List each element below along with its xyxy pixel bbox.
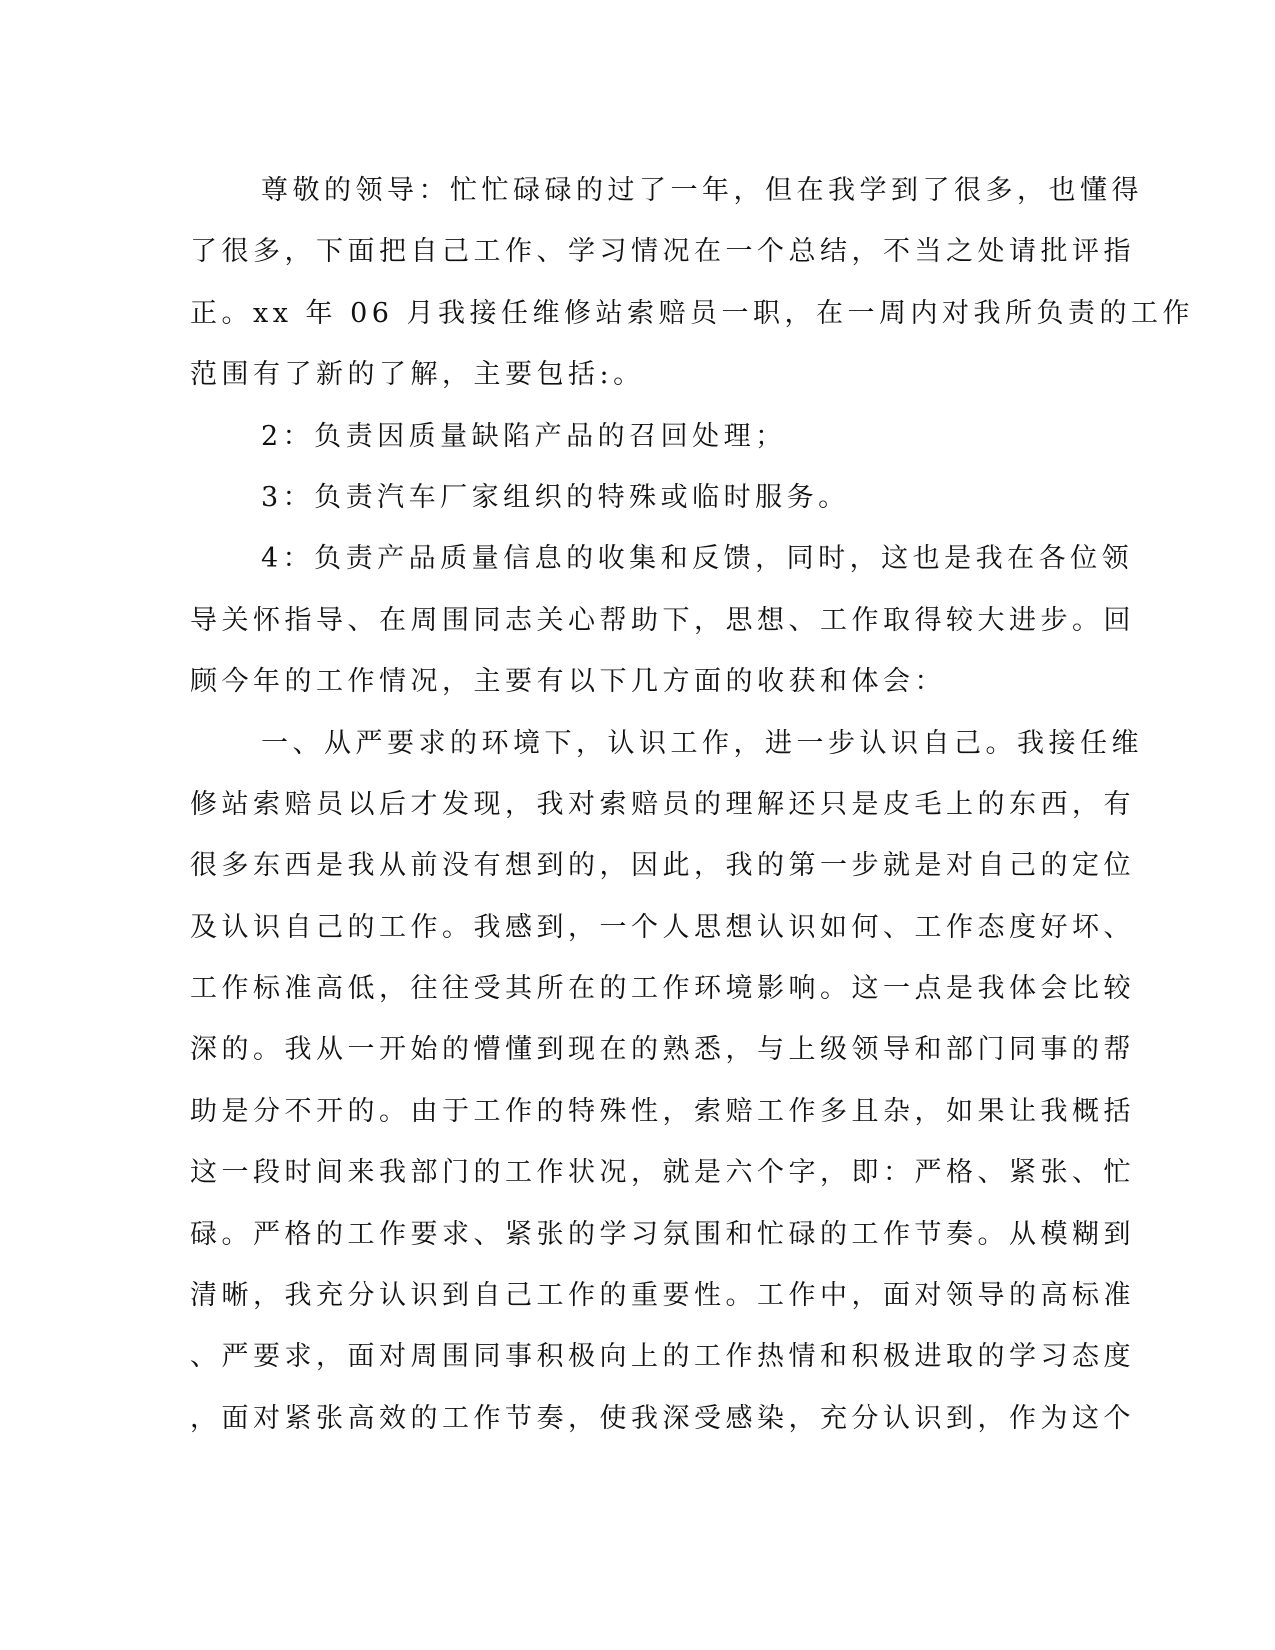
text-line: 导关怀指导、在周围同志关心帮助下，思想、工作取得较大进步。回 — [190, 604, 1135, 636]
text-line: 尊敬的领导：忙忙碌碌的过了一年，但在我学到了很多，也懂得 — [261, 175, 1143, 206]
text-line: 正。xx 年 06 月我接任维修站索赔员一职，在一周内对我所负责的工作 — [190, 297, 1195, 329]
text-line: 碌。严格的工作要求、紧张的学习氛围和忙碌的工作节奏。从模糊到 — [190, 1218, 1135, 1250]
text-line: ，面对紧张高效的工作节奏，使我深受感染，充分认识到，作为这个 — [190, 1402, 1135, 1434]
text-line: 范围有了新的了解，主要包括:。 — [190, 359, 645, 391]
text-line: 及认识自己的工作。我感到，一个人思想认识如何、工作态度好坏、 — [190, 911, 1135, 943]
text-line: 助是分不开的。由于工作的特殊性，索赔工作多且杂，如果让我概括 — [190, 1095, 1135, 1127]
text-line: 2：负责因质量缺陷产品的召回处理； — [261, 420, 787, 452]
text-line: 清晰，我充分认识到自己工作的重要性。工作中，面对领导的高标准 — [190, 1280, 1135, 1312]
text-line: 3：负责汽车厂家组织的特殊或临时服务。 — [261, 481, 850, 513]
text-line: 修站索赔员以后才发现，我对索赔员的理解还只是皮毛上的东西，有 — [190, 788, 1135, 820]
text-line: 4：负责产品质量信息的收集和反馈，同时，这也是我在各位领 — [261, 543, 1134, 575]
text-line: 深的。我从一开始的懵懂到现在的熟悉，与上级领导和部门同事的帮 — [190, 1034, 1135, 1066]
text-line: 这一段时间来我部门的工作状况，就是六个字，即：严格、紧张、忙 — [190, 1157, 1135, 1189]
document-body — [190, 160, 1195, 1449]
text-line: 工作标准高低，往往受其所在的工作环境影响。这一点是我体会比较 — [190, 973, 1135, 1005]
text-line: 、严要求，面对周围同事积极向上的工作热情和积极进取的学习态度 — [190, 1341, 1135, 1373]
text-line: 顾今年的工作情况，主要有以下几方面的收获和体会： — [190, 666, 946, 698]
text-line: 一、从严要求的环境下，认识工作，进一步认识自己。我接任维 — [261, 727, 1143, 759]
text-line: 很多东西是我从前没有想到的，因此，我的第一步就是对自己的定位 — [190, 850, 1135, 882]
text-line: 了很多，下面把自己工作、学习情况在一个总结，不当之处请批评指 — [190, 236, 1135, 268]
